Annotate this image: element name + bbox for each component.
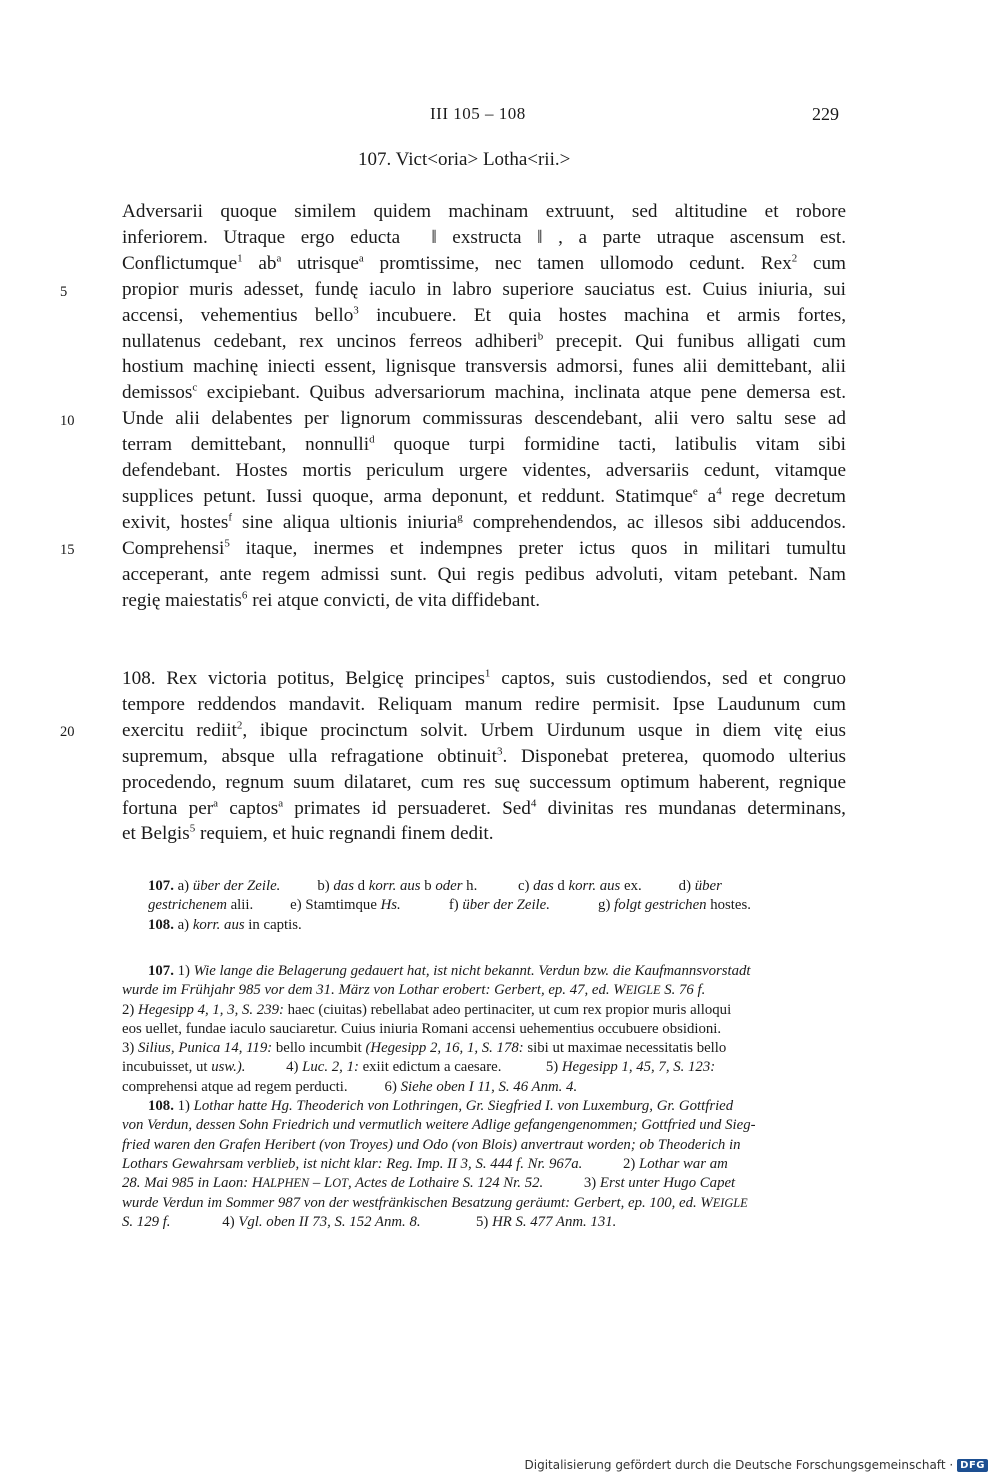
critical-apparatus: 107. a) über der Zeile. b) das d korr. aus b oder h. c) das d korr. aus ex. d) über gestrichenem alii. e) Stamtimque Hs. f) über der Zeile. g) folgt gestrichen hostes. 108. a) korr. aus in captis. <box>148 878 751 933</box>
section-title-107: 107. Vict<oria> Lotha<rii.> <box>358 149 571 170</box>
running-header: III 105 – 108 <box>430 104 526 123</box>
page-number: 229 <box>812 104 839 124</box>
digitization-credit <box>525 1458 988 1472</box>
section-107-text: Adversarii quoque similem quidem machinam extruunt, sed altitudine et robore inferiorem. Utraque ergo educta ‖ exstructa ‖ , a parte utraque ascensum est. Conflictumque$^1$ $ab^a$ utrisque$^a$ promtissime, nec tamen ullomodo cedunt. Rex$^2$ cum propior muris adesset, fundę iaculo in labro superiore sauciatus est. Cuius iniuria, sui accensi, vehementius bello$^3$ incubuere. Et quia hostes machina et armis fortes, nullatenus cedebant, rex uncinos ferreos adhiberi$^b$ precepit. Qui funibus alligati cum hostium machinę iniecti essent, lignisque transversis admorsi, funes alii demittebant, alii demissos$^c$ excipiebant. Quibus adversariorum machina, inclinata atque pene demersa est. Unde alii delabentes per lignorum commissuras descendebant, alii vero saltu sese ad terram demittebant, nonnulli$^d$ quoque turpi formidine tacti, latibulis vitam sibi defendebant. Hostes mortis periculum urgere videntes, adversariis cedunt, vitamque supplices petunt. Iussi quoque, arma deponunt, et reddunt. Statimque$^e$ $a^4$ rege decretum exivit, hostes$^f$ sine aliqua ultionis iniuria$^g$ comprehendendos, ac illesos sibi adducendos. Comprehensi$^5$ itaque, inermes et indempnes preter ictus quos in militari tumultu acceperant, ante regem admissi sunt. Qui regis pedibus advoluti, vitam petebant. Nam regię maiestatis$^6$ rei atque convicti, de vita diffidebant. <box>122 201 846 611</box>
dfg-logo: DFG <box>957 1459 988 1472</box>
line-number: 10 <box>60 413 75 429</box>
section-108-text: 108. Rex victoria potitus, Belgicę principes$^1$ captos, suis custodiendos, sed et congruo tempore reddendos mandavit. Reliquam manum redire permisit. Ipse Laudunum cum exercitu rediit$^2$, ibique procinctum solvit. Urbem Uirdunum usque in diem vitę eius supremum, absque ulla refragatione obtinuit$^3$. Disponebat preterea, quomodo ulterius procedendo, regnum suum dilataret, cum res suę successum optimum haberent, regnique fortuna per$^a$ captos$^a$ primates id persuaderet. Sed$^4$ divinitas res mundanas determinans, et Belgis$^5$ requiem, et huic regnandi finem dedit. <box>122 667 847 845</box>
line-number: 15 <box>60 542 75 558</box>
line-number: 20 <box>60 724 75 740</box>
line-number: 5 <box>60 284 68 300</box>
commentary-notes: 107. 1) Wie lange die Belagerung gedauert hat, ist nicht bekannt. Verdun bzw. die Kaufmannsvorstadt wurde im Frühjahr 985 vor dem 31. März von Lothar erobert: Gerbert, ep. 47, ed. WEIGLE S. 76 f. 2) Hegesipp 4, 1, 3, S. 239: haec (ciuitas) rebellabat adeo pertinaciter, ut cum rex propior muris alloqui eos uellet, fundae iaculo sauciaretur. Cuius iniuria Romani accensi uehementius occubuere obsidioni. 3) Silius, Punica 14, 119: bello incumbit (Hegesipp 2, 16, 1, S. 178: sibi ut maximae necessitatis bello incubuisset, ut usw.). 4) Luc. 2, 1: exiit edictum a caesare. 5) Hegesipp 1, 45, 7, S. 123: comprehensi atque ad regem perducti. 6) Siehe oben I 11, S. 46 Anm. 4. 108. 1) Lothar hatte Hg. Theoderich von Lothringen, Gr. Siegfried I. von Luxemburg, Gr. Gottfried von Verdun, dessen Sohn Friedrich und vermutlich weitere Adlige gefangengenommen; Gottfried und Sieg- fried waren den Grafen Heribert (von Troyes) und Odo (von Blois) anvertraut worden; ob Theoderich in Lothars Gewahrsam verblieb, ist nicht klar: Reg. Imp. II 3, S. 444 f. Nr. 967a. 2) Lothar war am 28. Mai 985 in Laon: HALPHEN – LOT, Actes de Lothaire S. 124 Nr. 52. 3) Erst unter Hugo Capet wurde Verdun im Sommer 987 von der westfränkischen Besatzung geräumt: Gerbert, ep. 100, ed. WEIGLE S. 129 f. 4) Vgl. oben II 73, S. 152 Anm. 8. 5) HR S. 477 Anm. 131. <box>122 963 756 1230</box>
credit-text: Digitalisierung gefördert durch die Deutsche Forschungsgemeinschaft · <box>524 1458 954 1472</box>
